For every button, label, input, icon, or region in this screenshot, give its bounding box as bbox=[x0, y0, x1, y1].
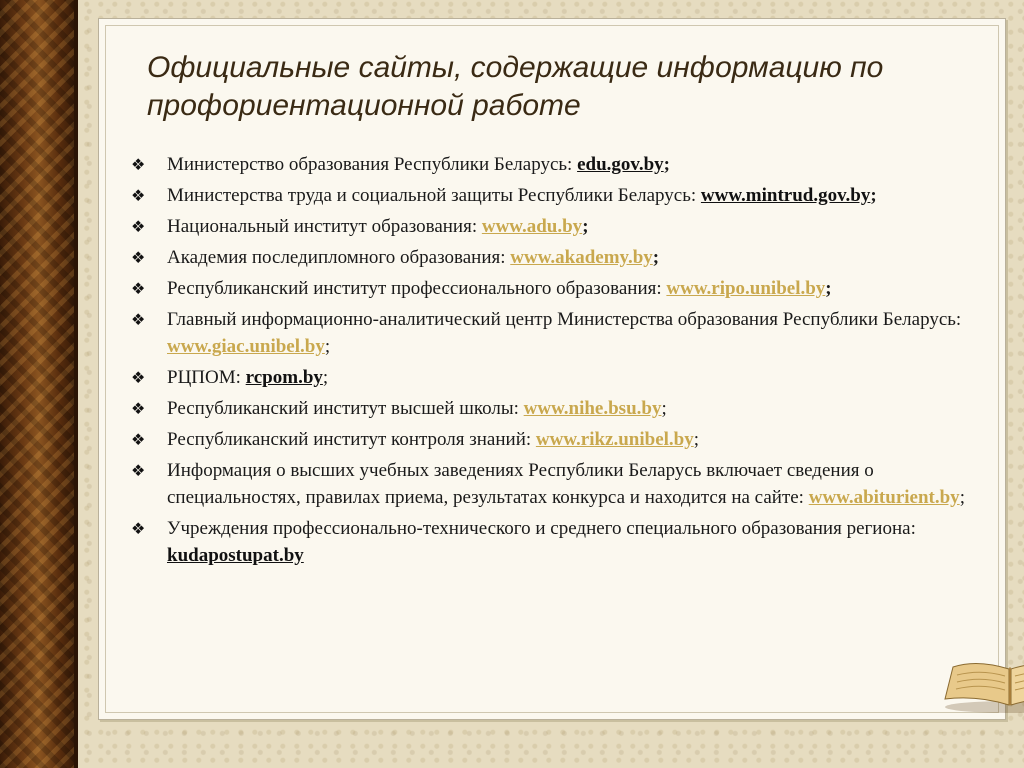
diamond-bullet-icon: ❖ bbox=[131, 186, 146, 205]
site-link[interactable]: www.abiturient.by bbox=[808, 487, 960, 508]
item-text: Республиканский институт высшей школы: bbox=[167, 398, 524, 419]
diamond-bullet-icon: ❖ bbox=[131, 310, 146, 329]
item-text: Информация о высших учебных заведениях Республики Беларусь включает сведения о специальностях, правилах приема, результатах конкурса и находится на сайте: bbox=[167, 460, 874, 508]
item-text: Главный информационно-аналитический центр Министерства образования Республики Беларусь: bbox=[167, 309, 962, 330]
item-text: Республиканский институт контроля знаний: bbox=[167, 429, 536, 450]
item-suffix: ; bbox=[959, 487, 965, 508]
item-text: Академия последипломного образования: bbox=[167, 247, 511, 268]
site-link[interactable]: www.rikz.unibel.by bbox=[535, 429, 694, 450]
item-text: Министерство образования Республики Беларусь: bbox=[167, 154, 578, 175]
site-list bbox=[131, 151, 971, 573]
site-link[interactable]: kudapostupat.by bbox=[167, 545, 304, 566]
wood-border-decoration bbox=[0, 0, 78, 768]
list-item bbox=[131, 515, 971, 569]
site-link[interactable]: rcpom.by bbox=[245, 367, 323, 388]
item-suffix: ; bbox=[870, 185, 877, 206]
item-suffix: ; bbox=[663, 154, 670, 175]
list-item bbox=[131, 182, 971, 209]
diamond-bullet-icon: ❖ bbox=[131, 430, 146, 449]
site-link[interactable]: www.ripo.unibel.by bbox=[666, 278, 826, 299]
site-link[interactable]: www.akademy.by bbox=[510, 247, 653, 268]
item-text: Учреждения профессионально-технического и среднего специального образования региона: bbox=[167, 518, 916, 539]
site-link[interactable]: www.nihe.bsu.by bbox=[523, 398, 662, 419]
wood-border-edge bbox=[74, 0, 78, 768]
item-text: Республиканский институт профессионального образования: bbox=[167, 278, 667, 299]
slide-title: Официальные сайты, содержащие информацию по профориентационной работе bbox=[147, 51, 884, 122]
open-book-icon bbox=[937, 645, 1024, 715]
slide-panel bbox=[98, 18, 1006, 720]
item-text: РЦПОМ: bbox=[167, 367, 246, 388]
diamond-bullet-icon: ❖ bbox=[131, 217, 146, 236]
item-text: Министерства труда и социальной защиты Республики Беларусь: bbox=[167, 185, 701, 206]
list-item bbox=[131, 213, 971, 240]
list-item bbox=[131, 244, 971, 271]
list-item bbox=[131, 426, 971, 453]
diamond-bullet-icon: ❖ bbox=[131, 248, 146, 267]
site-link[interactable]: edu.gov.by bbox=[577, 154, 664, 175]
diamond-bullet-icon: ❖ bbox=[131, 155, 146, 174]
site-link[interactable]: www.adu.by bbox=[481, 216, 583, 237]
item-suffix: ; bbox=[582, 216, 589, 237]
site-link[interactable]: www.giac.unibel.by bbox=[167, 336, 325, 357]
item-suffix: ; bbox=[652, 247, 660, 268]
list-item bbox=[131, 457, 971, 511]
diamond-bullet-icon: ❖ bbox=[131, 461, 146, 480]
site-link[interactable]: www.mintrud.gov.by bbox=[700, 185, 871, 206]
list-item bbox=[131, 306, 971, 360]
item-suffix: ; bbox=[324, 336, 331, 357]
list-item bbox=[131, 395, 971, 422]
item-suffix: ; bbox=[825, 278, 832, 299]
list-item bbox=[131, 364, 971, 391]
diamond-bullet-icon: ❖ bbox=[131, 519, 146, 538]
item-suffix: ; bbox=[661, 398, 667, 419]
item-suffix: ; bbox=[693, 429, 700, 450]
list-item bbox=[131, 275, 971, 302]
diamond-bullet-icon: ❖ bbox=[131, 399, 146, 418]
item-text: Национальный институт образования: bbox=[167, 216, 482, 237]
item-suffix: ; bbox=[322, 367, 329, 388]
diamond-bullet-icon: ❖ bbox=[131, 368, 146, 387]
diamond-bullet-icon: ❖ bbox=[131, 279, 146, 298]
list-item bbox=[131, 151, 971, 178]
